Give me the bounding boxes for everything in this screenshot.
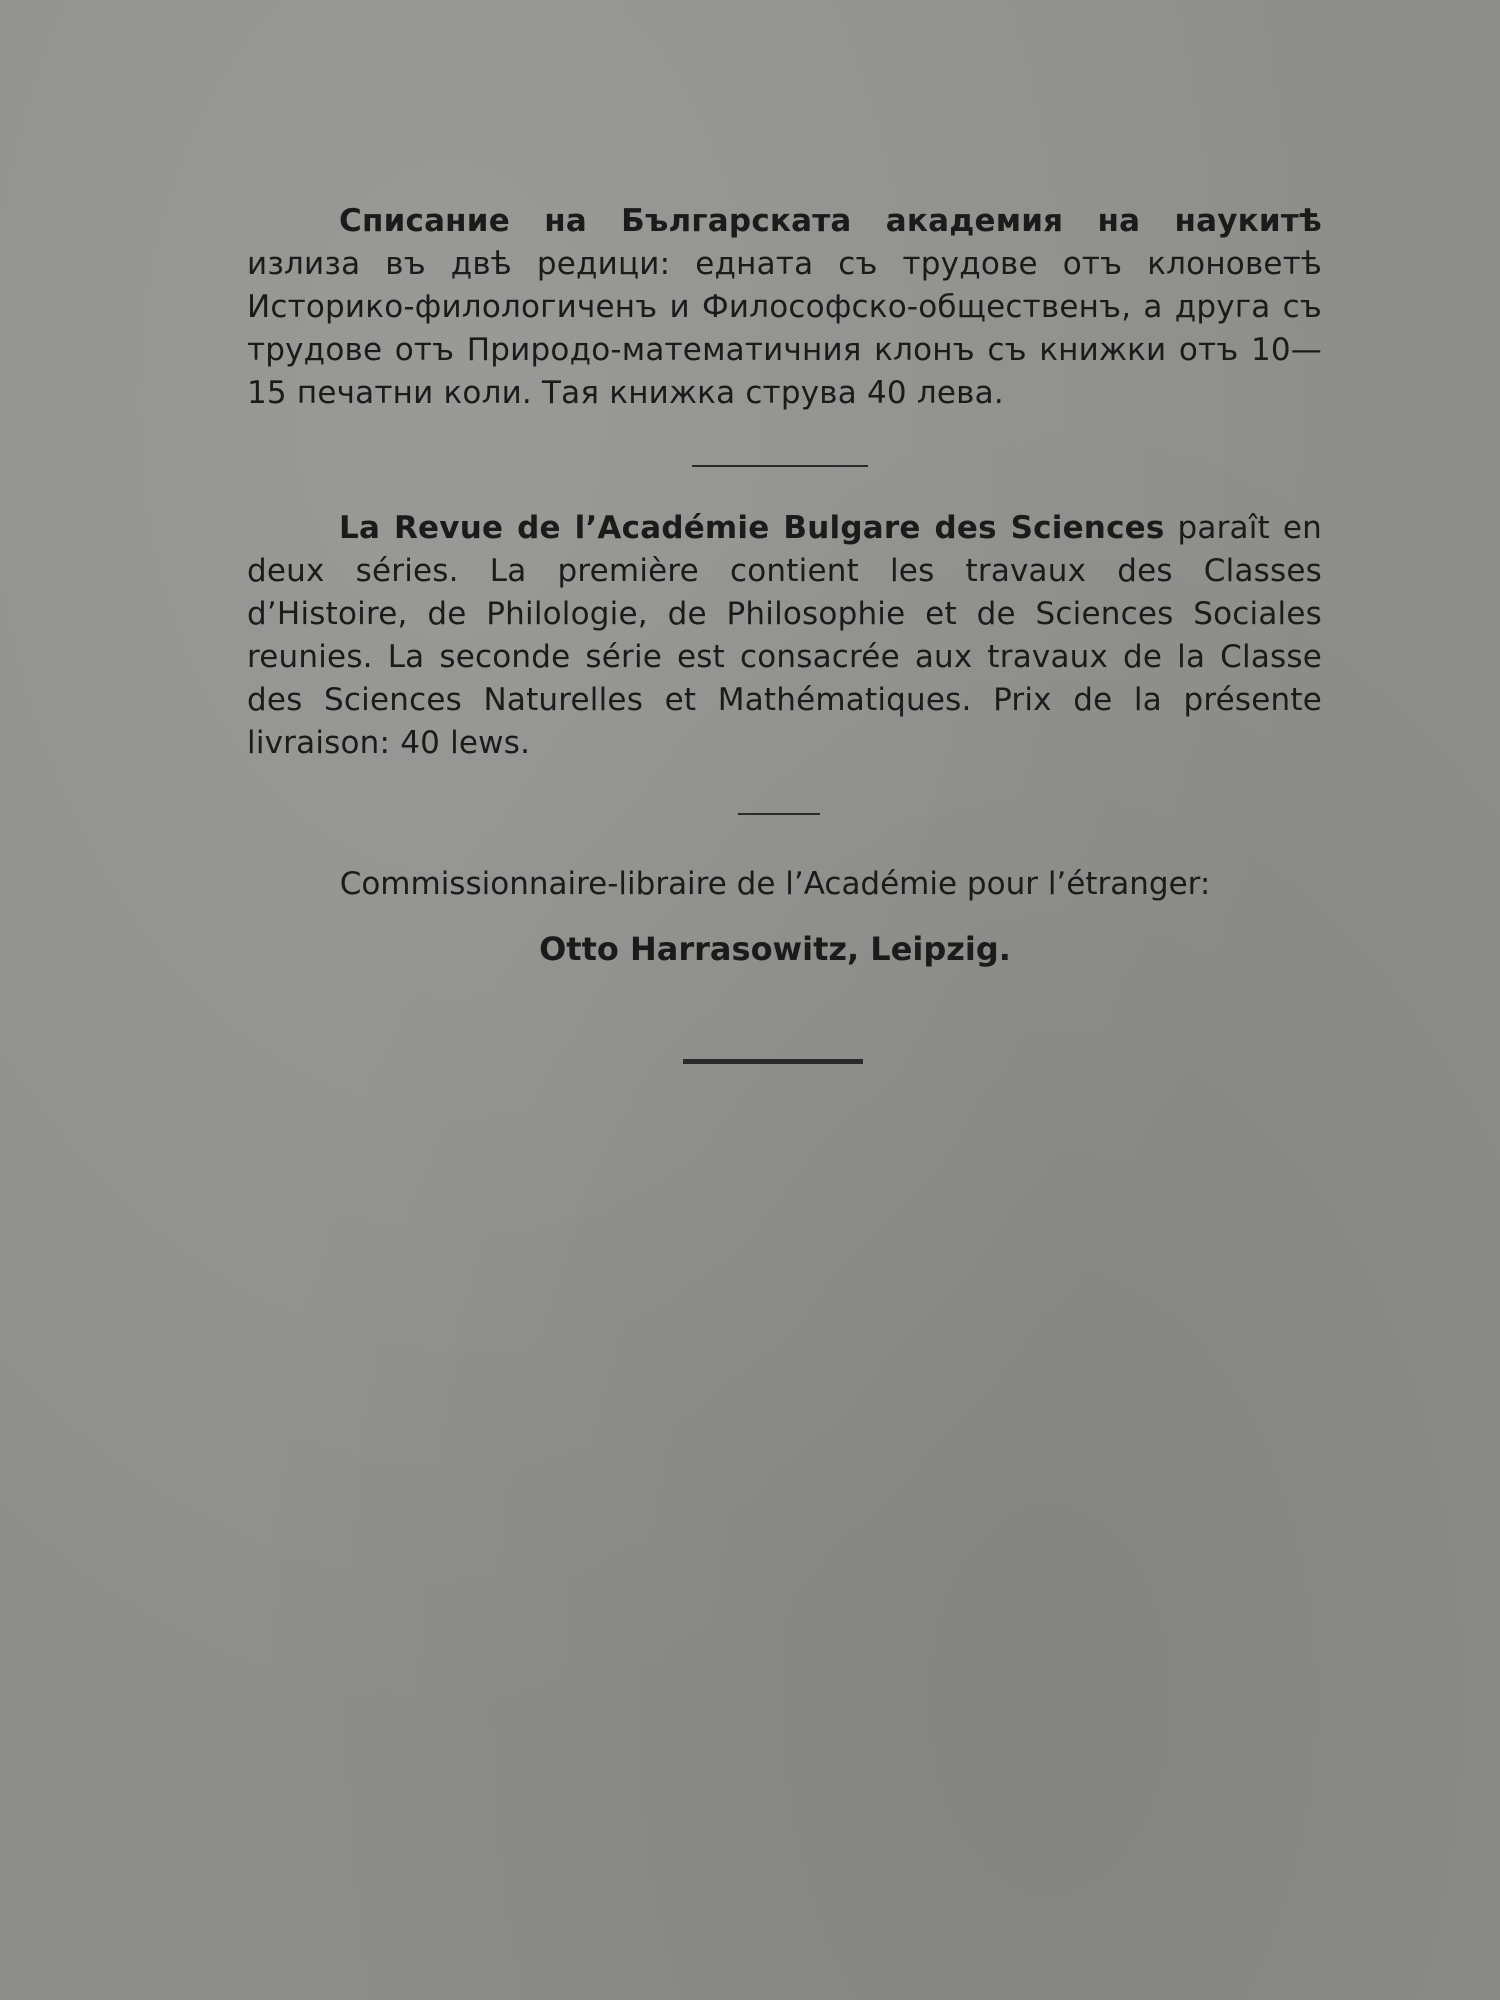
divider-rule [738, 813, 820, 815]
bulgarian-paragraph [247, 200, 1322, 415]
french-body: paraît en deux séries. La première contient les travaux des Classes d’Histoire, de Philologie, de Philosophie et de Sciences Sociales reunies. La seconde série est consacrée aux travaux de la Classe des Sciences Naturelles et Mathématiques. Prix de la présente livraison: 40 lews. [247, 510, 1322, 761]
french-lead: La Revue de l’Académie Bulgare des Sciences [339, 510, 1165, 546]
publisher-line: Otto Harrasowitz, Leipzig. [539, 930, 1011, 968]
end-rule [683, 1059, 863, 1064]
bulgarian-body: излиза въ двѣ редици: едната съ трудове отъ клоноветѣ Историко-филологиченъ и Философско-общественъ, а друга съ трудове отъ Природо-математичния клонъ съ книжки отъ 10—15 печатни коли. Тая книжка струва 40 лева. [247, 246, 1322, 411]
french-paragraph [247, 507, 1322, 765]
divider-rule [692, 465, 868, 467]
commission-line: Commissionnaire-libraire de l’Académie pour l’étranger: [339, 866, 1211, 902]
bulgarian-lead: Списание на Българската академия на наукитѣ [339, 203, 1322, 239]
